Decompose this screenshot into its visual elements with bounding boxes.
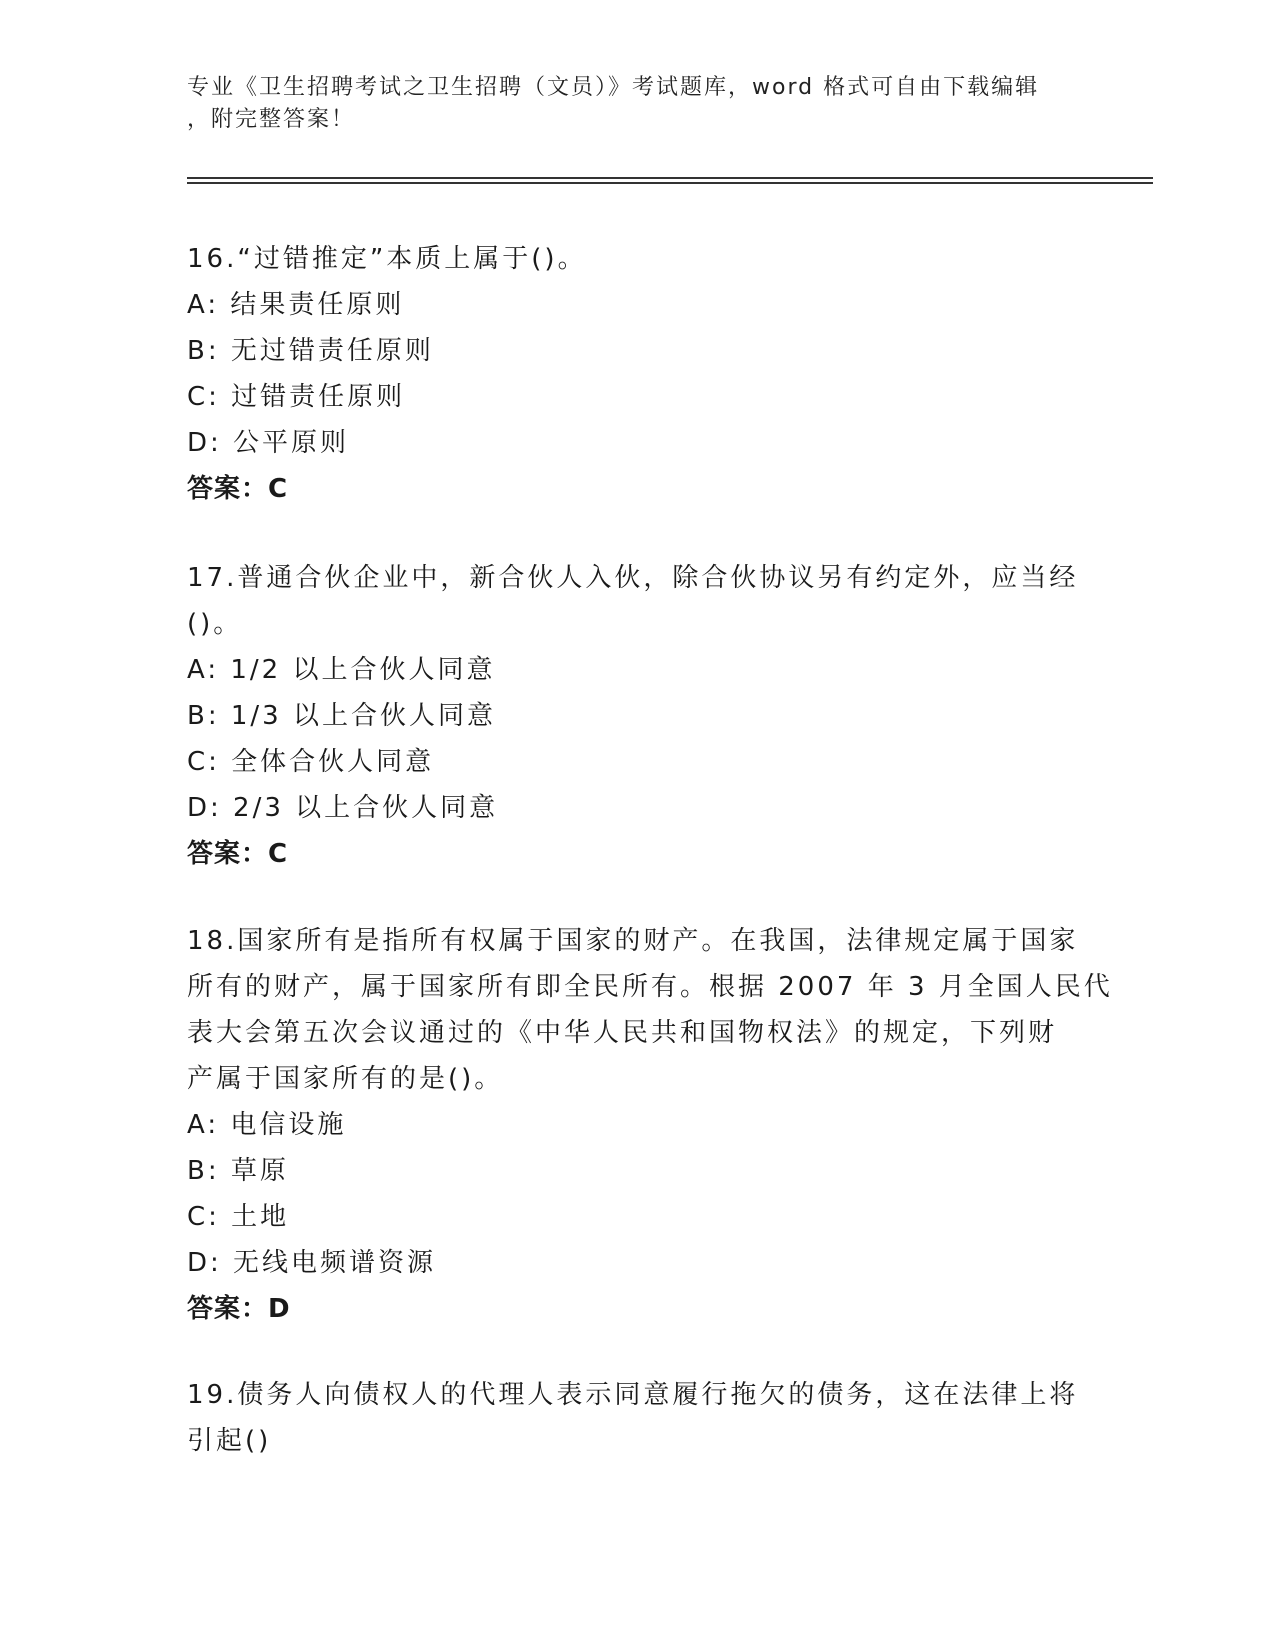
question-18 (187, 918, 1113, 1332)
header-divider-bottom (187, 182, 1153, 184)
option-a: A: 1/2 以上合伙人同意 (187, 655, 496, 685)
stem-line: 表大会第五次会议通过的《中华人民共和国物权法》的规定，下列财 (187, 1018, 1058, 1048)
header-line-2: ，附完整答案！ (187, 107, 356, 132)
stem-line: 所有的财产，属于国家所有即全民所有。根据 2007 年 3 月全国人民代 (187, 972, 1113, 1002)
document-header (187, 72, 1077, 136)
option-b: B: 无过错责任原则 (187, 336, 434, 366)
option-b: B: 1/3 以上合伙人同意 (187, 701, 496, 731)
stem-line: 引起() (187, 1426, 272, 1456)
question-17 (187, 555, 1079, 877)
stem-line: 16.“过错推定”本质上属于()。 (187, 244, 587, 274)
answer-label: 答案：D (187, 1294, 291, 1324)
stem-line: 产属于国家所有的是()。 (187, 1064, 504, 1094)
option-c: C: 全体合伙人同意 (187, 747, 435, 777)
stem-line: 19.债务人向债权人的代理人表示同意履行拖欠的债务，这在法律上将 (187, 1380, 1079, 1410)
option-d: D: 2/3 以上合伙人同意 (187, 793, 499, 823)
option-c: C: 土地 (187, 1202, 290, 1232)
stem-line: 18.国家所有是指所有权属于国家的财产。在我国，法律规定属于国家 (187, 926, 1079, 956)
stem-line: 17.普通合伙企业中，新合伙人入伙，除合伙协议另有约定外，应当经 (187, 563, 1079, 593)
question-stem (187, 555, 1079, 647)
option-d: D: 公平原则 (187, 428, 350, 458)
question-stem (187, 918, 1113, 1102)
stem-line: ()。 (187, 609, 243, 639)
question-stem (187, 1372, 1079, 1464)
header-divider-top (187, 177, 1153, 179)
answer-label: 答案：C (187, 839, 289, 869)
option-a: A: 电信设施 (187, 1110, 347, 1140)
question-16 (187, 236, 1067, 512)
option-d: D: 无线电频谱资源 (187, 1248, 437, 1278)
header-line-1: 专业《卫生招聘考试之卫生招聘（文员）》考试题库，word 格式可自由下载编辑 (187, 75, 1040, 100)
option-a: A: 结果责任原则 (187, 290, 405, 320)
option-b: B: 草原 (187, 1156, 289, 1186)
option-c: C: 过错责任原则 (187, 382, 406, 412)
answer-label: 答案：C (187, 474, 289, 504)
question-19 (187, 1372, 1079, 1464)
question-stem (187, 236, 1067, 282)
